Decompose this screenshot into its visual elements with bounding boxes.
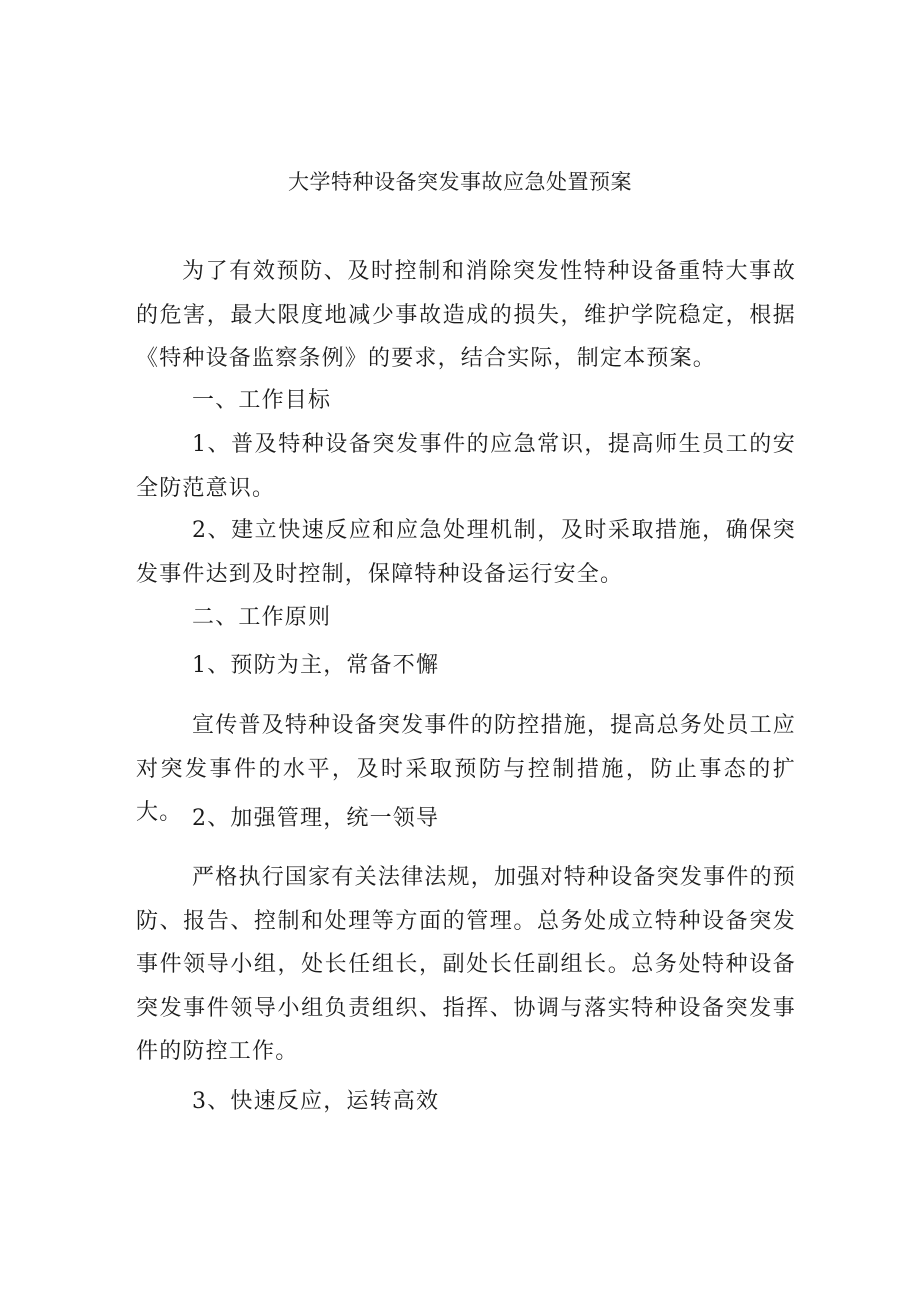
section-heading-goals: 一、工作目标	[192, 388, 332, 413]
principle-3-title: 3、快速反应，运转高效	[192, 1089, 440, 1114]
principle-1-title: 1、预防为主，常备不懈	[192, 653, 440, 678]
goal-item-1: 1、普及特种设备突发事件的应急常识，提高师生员工的安全防范意识。	[136, 432, 796, 501]
principle-1-body: 宣传普及特种设备突发事件的防控措施，提高总务处员工应对突发事件的水平，及时采取预防与控制措施，防止事态的扩大。	[136, 713, 796, 825]
section-heading-principles: 二、工作原则	[192, 605, 332, 630]
principle-2-title: 2、加强管理，统一领导	[192, 806, 440, 831]
document-title: 大学特种设备突发事故应急处置预案	[288, 170, 632, 194]
intro-paragraph: 为了有效预防、及时控制和消除突发性特种设备重特大事故的危害，最大限度地减少事故造成的损失，维护学院稳定，根据《特种设备监察条例》的要求，结合实际，制定本预案。	[136, 259, 796, 371]
goal-item-2: 2、建立快速反应和应急处理机制，及时采取措施，确保突发事件达到及时控制，保障特种设备运行安全。	[136, 518, 796, 587]
principle-2-body: 严格执行国家有关法律法规，加强对特种设备突发事件的预防、报告、控制和处理等方面的管理。总务处成立特种设备突发事件领导小组，处长任组长，副处长任副组长。总务处特种设备突发事件领导小组负责组织、指挥、协调与落实特种设备突发事件的防控工作。	[136, 865, 796, 1064]
